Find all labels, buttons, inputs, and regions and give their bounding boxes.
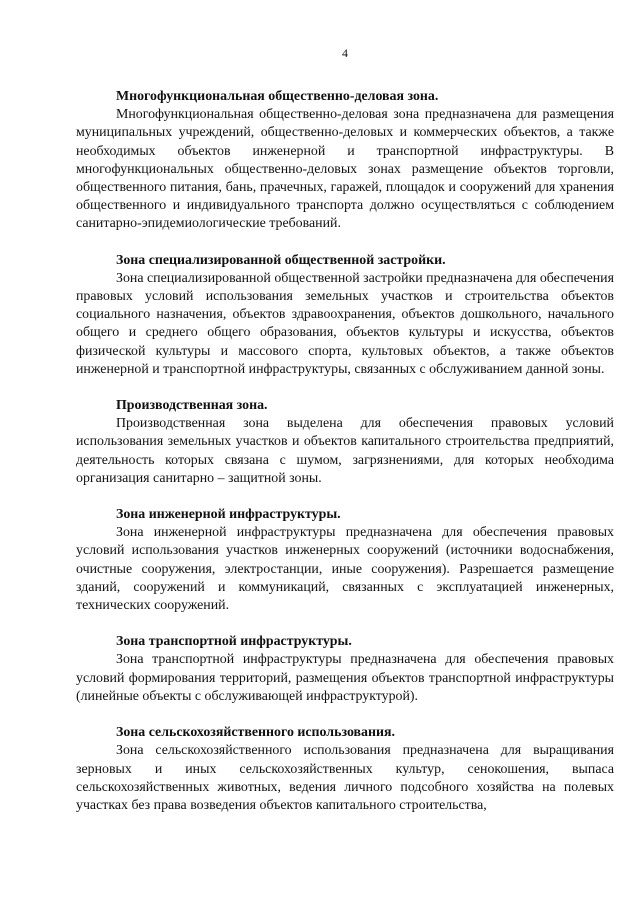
- section-specialized-public-zone: [76, 252, 614, 379]
- section-heading: Зона транспортной инфраструктуры.: [116, 634, 352, 650]
- section-paragraph: Зона специализированной общественной застройки предназначена для обеспечения правовых условий использования земельных участков и строительства объектов социального назначения, объектов здравоохранения, объектов дошкольного, начального общего и среднего общего образования, объектов культуры и искусства, объектов физической культуры и массового спорта, культовых объектов, а также объектов инженерной и транспортной инфраструктуры, связанных с обслуживанием данной зоны.: [76, 270, 614, 377]
- section-transport-zone: [76, 633, 614, 706]
- section-multifunctional-zone: [76, 88, 614, 234]
- section-heading: Многофункциональная общественно-деловая зона.: [116, 89, 439, 104]
- section-engineering-zone: [76, 506, 614, 615]
- section-paragraph: Зона сельскохозяйственного использования предназначена для выращивания зерновых и иных сельскохозяйственных культур, сенокошения, выпаса сельскохозяйственных животных, ведения личного подсобного хозяйства на полевых участках без права возведения объектов капитального строительства,: [76, 743, 614, 813]
- section-paragraph: Зона транспортной инфраструктуры предназначена для обеспечения правовых условий формирования территорий, размещения объектов транспортной инфраструктуры (линейные объекты с обслуживающей инфраструктурой).: [76, 652, 614, 704]
- section-paragraph: Многофункциональная общественно-деловая зона предназначена для размещения муниципальных учреждений, общественно-деловых и коммерческих объектов, а также необходимых объектов инженерной и транспортной инфраструктуры. В многофункциональных общественно-деловых зонах размещение объектов торговли, общественного питания, бань, прачечных, гаражей, площадок и сооружений для хранения общественного и индивидуального транспорта должно осуществляться с соблюдением санитарно-эпидемиологические требований.: [76, 107, 614, 232]
- page-number: 4: [342, 46, 348, 60]
- section-paragraph: Производственная зона выделена для обеспечения правовых условий использования земельных участков и объектов капитального строительства предприятий, деятельность которых связана с шумом, загрязнениями, для которых необходима организация санитарно – защитной зоны.: [76, 416, 614, 486]
- section-heading: Зона сельскохозяйственного использования.: [116, 725, 395, 741]
- section-agricultural-zone: [76, 724, 614, 815]
- section-industrial-zone: [76, 397, 614, 488]
- section-paragraph: Зона инженерной инфраструктуры предназначена для обеспечения правовых условий использования участков инженерных сооружений (источники водоснабжения, очистные сооружения, электростанции, иные сооружения). Разрешается размещение зданий, сооружений и коммуникаций, связанных с эксплуатацией инженерных, технических сооружений.: [76, 525, 614, 614]
- section-heading: Зона инженерной инфраструктуры.: [116, 507, 341, 523]
- section-heading: Производственная зона.: [116, 398, 268, 414]
- section-heading: Зона специализированной общественной застройки.: [116, 252, 446, 268]
